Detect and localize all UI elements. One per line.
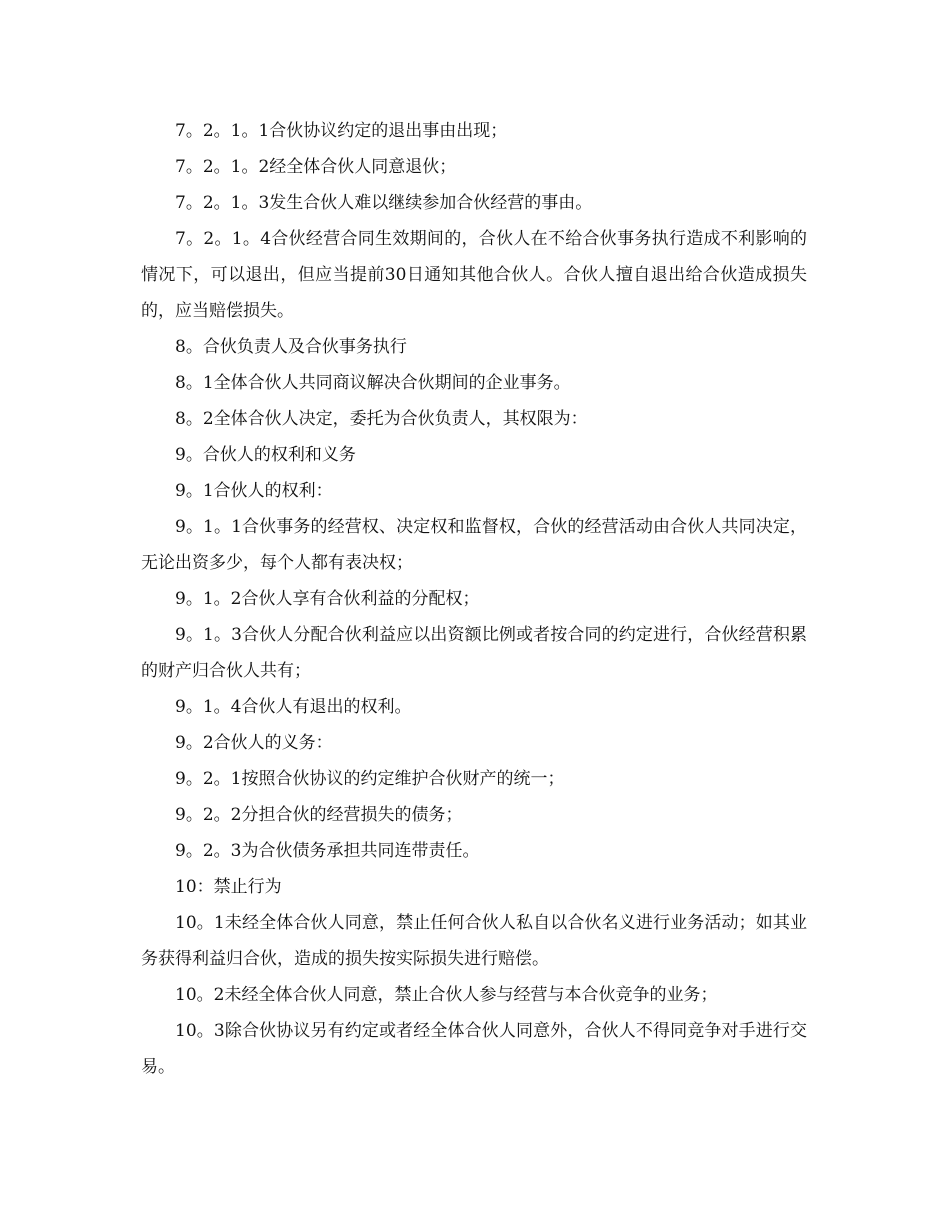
paragraph-9-1: 9。1合伙人的权利： [175, 481, 333, 501]
paragraph-9-2-1: 9。2。1按照合伙协议的约定维护合伙财产的统一； [175, 769, 565, 789]
paragraph-9-2: 9。2合伙人的义务： [175, 733, 333, 753]
section-heading-8: 8。合伙负责人及合伙事务执行 [175, 337, 407, 357]
section-heading-10: 10：禁止行为 [175, 877, 282, 897]
paragraph-9-2-3: 9。2。3为合伙债务承担共同连带责任。 [175, 841, 480, 861]
paragraph-9-1-2: 9。1。2合伙人享有合伙利益的分配权； [175, 589, 480, 609]
paragraph-9-1-3: 9。1。3合伙人分配合伙利益应以出资额比例或者按合同的约定进行，合伙经营积累的财产归合伙人共有； [141, 625, 807, 681]
paragraph-10-1: 10。1未经全体合伙人同意，禁止任何合伙人私自以合伙名义进行业务活动；如其业务获得利益归合伙，造成的损失按实际损失进行赔偿。 [141, 913, 807, 969]
paragraph-9-1-4: 9。1。4合伙人有退出的权利。 [175, 697, 412, 717]
paragraph-7-2-1-3: 7。2。1。3发生合伙人难以继续参加合伙经营的事由。 [175, 193, 593, 213]
paragraph-7-2-1-1: 7。2。1。1合伙协议约定的退出事由出现； [175, 121, 508, 141]
paragraph-8-2: 8。2全体合伙人决定，委托为合伙负责人，其权限为： [175, 409, 588, 429]
paragraph-10-2: 10。2未经全体合伙人同意，禁止合伙人参与经营与本合伙竞争的业务； [175, 985, 718, 1005]
section-heading-9: 9。合伙人的权利和义务 [175, 445, 356, 465]
paragraph-7-2-1-2: 7。2。1。2经全体合伙人同意退伙； [175, 157, 457, 177]
paragraph-8-1: 8。1全体合伙人共同商议解决合伙期间的企业事务。 [175, 373, 571, 393]
paragraph-7-2-1-4: 7。2。1。4合伙经营合同生效期间的，合伙人在不给合伙事务执行造成不利影响的情况下，可以退出，但应当提前30日通知其他合伙人。合伙人擅自退出给合伙造成损失的，应当赔偿损失。 [141, 229, 807, 321]
paragraph-9-2-2: 9。2。2分担合伙的经营损失的债务； [175, 805, 463, 825]
paragraph-9-1-1: 9。1。1合伙事务的经营权、决定权和监督权，合伙的经营活动由合伙人共同决定，无论出资多少，每个人都有表决权； [141, 517, 807, 573]
document-body [141, 113, 807, 1085]
paragraph-10-3: 10。3除合伙协议另有约定或者经全体合伙人同意外，合伙人不得同竞争对手进行交易。 [141, 1021, 807, 1077]
